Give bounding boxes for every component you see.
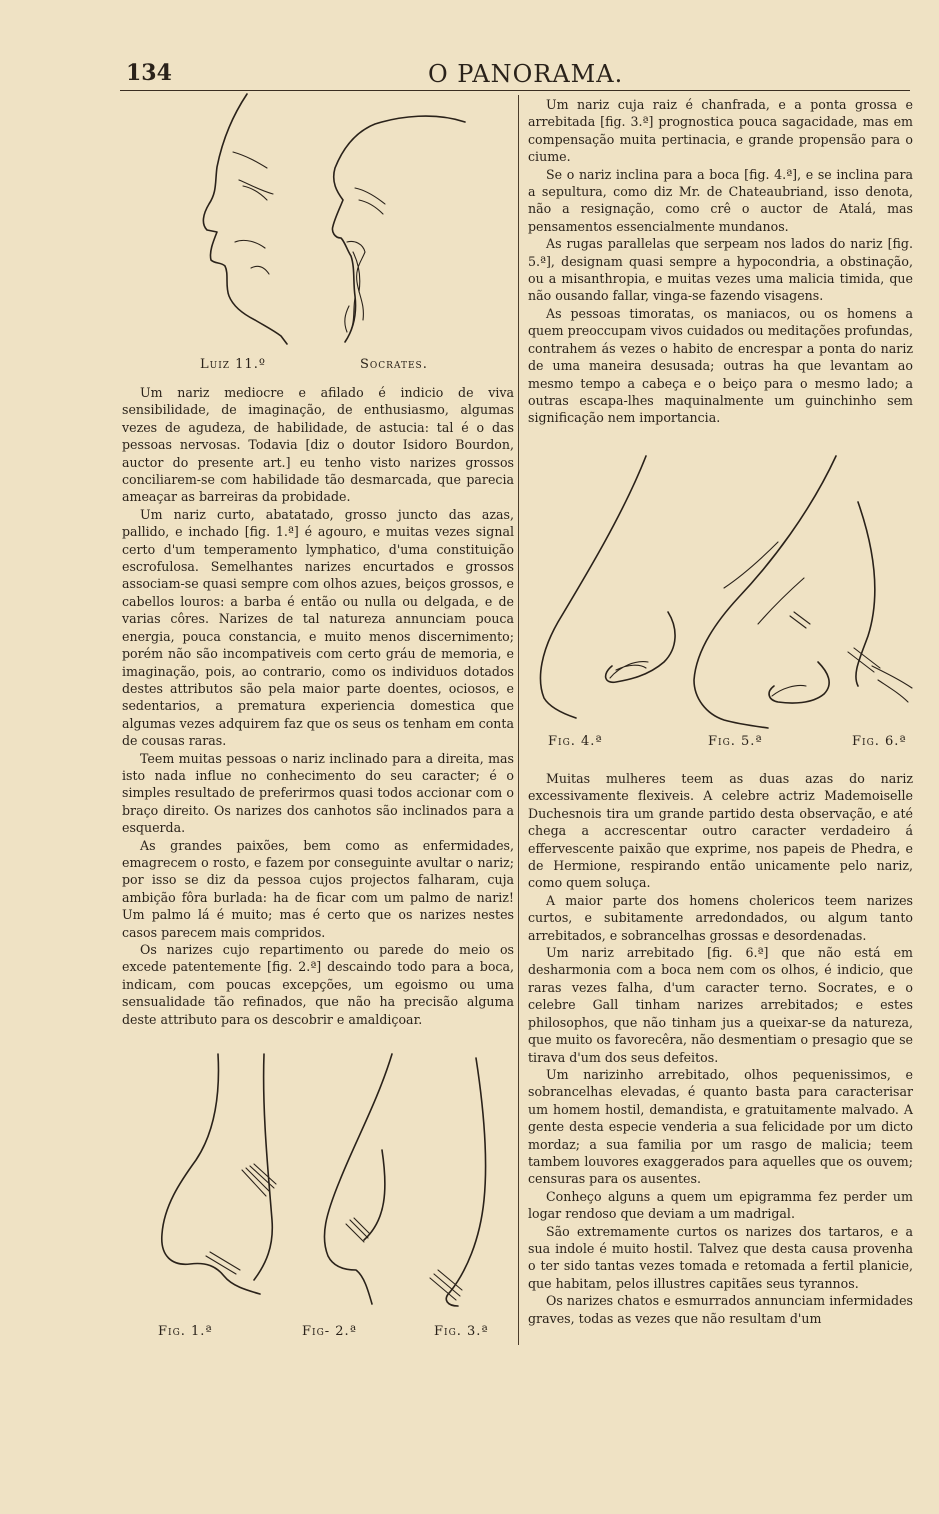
- paragraph: As grandes paixões, bem como as enfermidades, emagrecem o rosto, e fazem por conseguinte avultar o nariz; por isso se diz da pessoa cujos projectos falharam, cuja ambição fôra burlada: ha de ficar com um palmo de nariz! Um palmo lá é muito; mas é certo que os narizes nestes casos parecem mais compridos.: [122, 837, 514, 940]
- portrait-profiles-figure: [195, 92, 495, 352]
- paragraph: Um nariz cuja raiz é chanfrada, e a ponta grossa e arrebitada [fig. 3.ª] prognostica pouca sagacidade, mas em compensação muita pertinacia, e grande propensão para o ciume.: [528, 97, 913, 165]
- paragraph: A maior parte dos homens cholericos teem narizes curtos, e subitamente arredondados, ou algum tanto arrebitados, e sobrancelhas grossas e desordenadas.: [528, 892, 913, 943]
- right-column-bottom-text: [528, 770, 913, 1327]
- caption-fig4: Fig. 4.ª: [548, 734, 603, 749]
- column-divider: [518, 95, 519, 1345]
- nose-profiles-icon: [150, 1050, 510, 1320]
- left-column-text: [122, 384, 514, 1028]
- caption-fig1: Fig. 1.ª: [158, 1324, 213, 1339]
- paragraph: Um nariz mediocre e afilado é indicio de viva sensibilidade, de imaginação, de enthusiasmo, algumas vezes de agudeza, de habilidade, de astucia: tal é o das pessoas nervosas. Todavia [diz o doutor Isidoro Bourdon, auctor do presente art.] eu tenho visto narizes grossos conciliarem-se com habilidade tão desmarcada, que parecia ameaçar as barreiras da probidade.: [122, 385, 514, 505]
- caption-fig6: Fig. 6.ª: [852, 734, 907, 749]
- masthead-title: O PANORAMA.: [428, 60, 624, 88]
- page-header: [0, 60, 939, 90]
- paragraph: As pessoas timoratas, os maniacos, ou os homens a quem preoccupam vivos cuidados ou meditações profundas, contrahem ás vezes o habito de encrespar a ponta do nariz de uma maneira desusada; outras ha que levantam ao mesmo tempo a cabeça e o beiço para o mesmo lado; a outras escapa-lhes maquinalmente um guinchinho sem significação nem importancia.: [528, 305, 913, 426]
- header-rule: [120, 90, 910, 91]
- profile-drawings-icon: [195, 92, 495, 352]
- paragraph: Se o nariz inclina para a boca [fig. 4.ª], e se inclina para a sepultura, como diz Mr. de Chateaubriand, isso denota, não a resignação, como crê o auctor de Atalá, mas pensamentos essencialmente mundanos.: [528, 166, 913, 234]
- page-number: 134: [126, 60, 172, 86]
- right-column-top-text: [528, 96, 913, 427]
- paragraph: Um nariz arrebitado [fig. 6.ª] que não está em desharmonia com a boca nem com os olhos, é indicio, que raras vezes falha, d'um caracter terno. Socrates, e o celebre Gall tinham narizes arrebitados; e estes philosophos, que não tinham jus a queixar-se da natureza, que muito os favorecêra, não desmentiam o presagio que se tirava d'um dos seus defeitos.: [528, 945, 913, 1065]
- paragraph: Os narizes chatos e esmurrados annunciam infermidades graves, todas as vezes que não resultam d'um: [528, 1293, 913, 1326]
- caption-luiz: Luiz 11.º: [200, 357, 266, 372]
- paragraph: Muitas mulheres teem as duas azas do nariz excessivamente flexiveis. A celebre actriz Mademoiselle Duchesnois tira um grande partido desta observação, e até chega a accrescentar outro caracter verdadeiro á effervescente paixão que exprime, nos papeis de Phedra, e de Hermione, respirando então unicamente pelo nariz, como quem soluça.: [528, 771, 913, 891]
- caption-fig5: Fig. 5.ª: [708, 734, 763, 749]
- paragraph: As rugas parallelas que serpeam nos lados do nariz [fig. 5.ª], designam quasi sempre a hypocondria, a obstinação, ou a misanthropia, e muitas vezes uma malicia timida, que não ousando fallar, vinga-se fazendo visagens.: [528, 236, 913, 304]
- paragraph: São extremamente curtos os narizes dos tartaros, e a sua indole é muito hostil. Talvez que desta causa provenha o ter sido tantas vezes tomada e retomada a fertil planicie, que habitam, pelos illustres capitães seus tyrannos.: [528, 1223, 913, 1291]
- paragraph: Teem muitas pessoas o nariz inclinado para a direita, mas isto nada influe no conhecimento do seu caracter; é o simples resultado de preferirmos quasi todos accionar com o braço direito. Os narizes dos canhotos são inclinados para a esquerda.: [122, 750, 514, 836]
- caption-socrates: Socrates.: [360, 357, 428, 372]
- caption-fig2: Fig- 2.ª: [302, 1324, 357, 1339]
- nose-profiles-icon: [528, 452, 918, 732]
- paragraph: Os narizes cujo repartimento ou parede do meio os excede patentemente [fig. 2.ª] descaindo todo para a boca, indicam, com poucas excepções, um egoismo ou uma sensualidade tão refinados, que não ha precisão alguma deste attributo para os descobrir e amaldiçoar.: [122, 942, 514, 1027]
- paragraph: Conheço alguns a quem um epigramma fez perder um logar rendoso que deviam a um madrigal.: [528, 1188, 913, 1222]
- caption-fig3: Fig. 3.ª: [434, 1324, 489, 1339]
- nose-figures-4-6: [528, 452, 918, 732]
- paragraph: Um narizinho arrebitado, olhos pequenissimos, e sobrancelhas elevadas, é quanto basta para caracterisar um homem hostil, demandista, e gratuitamente malvado. A gente desta especie venderia a sua felicidade por um dicto mordaz; a sua familia por um rasgo de malicia; teem tambem louvores exaggerados para aquelles que os ouvem; censuras para os ausentes.: [528, 1066, 913, 1187]
- paragraph: Um nariz curto, abatatado, grosso juncto das azas, pallido, e inchado [fig. 1.ª] é agouro, e muitas vezes signal certo d'um temperamento lymphatico, d'uma constituição escrofulosa. Semelhantes narizes encurtados e grossos associam-se quasi sempre com olhos azues, beiços grossos, e cabellos louros: a barba é então ou nulla ou delgada, e de varias côres. Narizes de tal natureza annunciam pouca energia, pouca constancia, e muito menos discernimento; porém não são incompativeis com certo gráu de memoria, e imaginação, pois, ao contrario, como os individuos dotados destes attributos são pela maior parte doentes, ociosos, e sedentarios, a prematura experiencia domestica que algumas vezes adquirem faz que os seus os tenham em conta de cousas raras.: [122, 506, 514, 749]
- nose-figures-1-3: [150, 1050, 510, 1320]
